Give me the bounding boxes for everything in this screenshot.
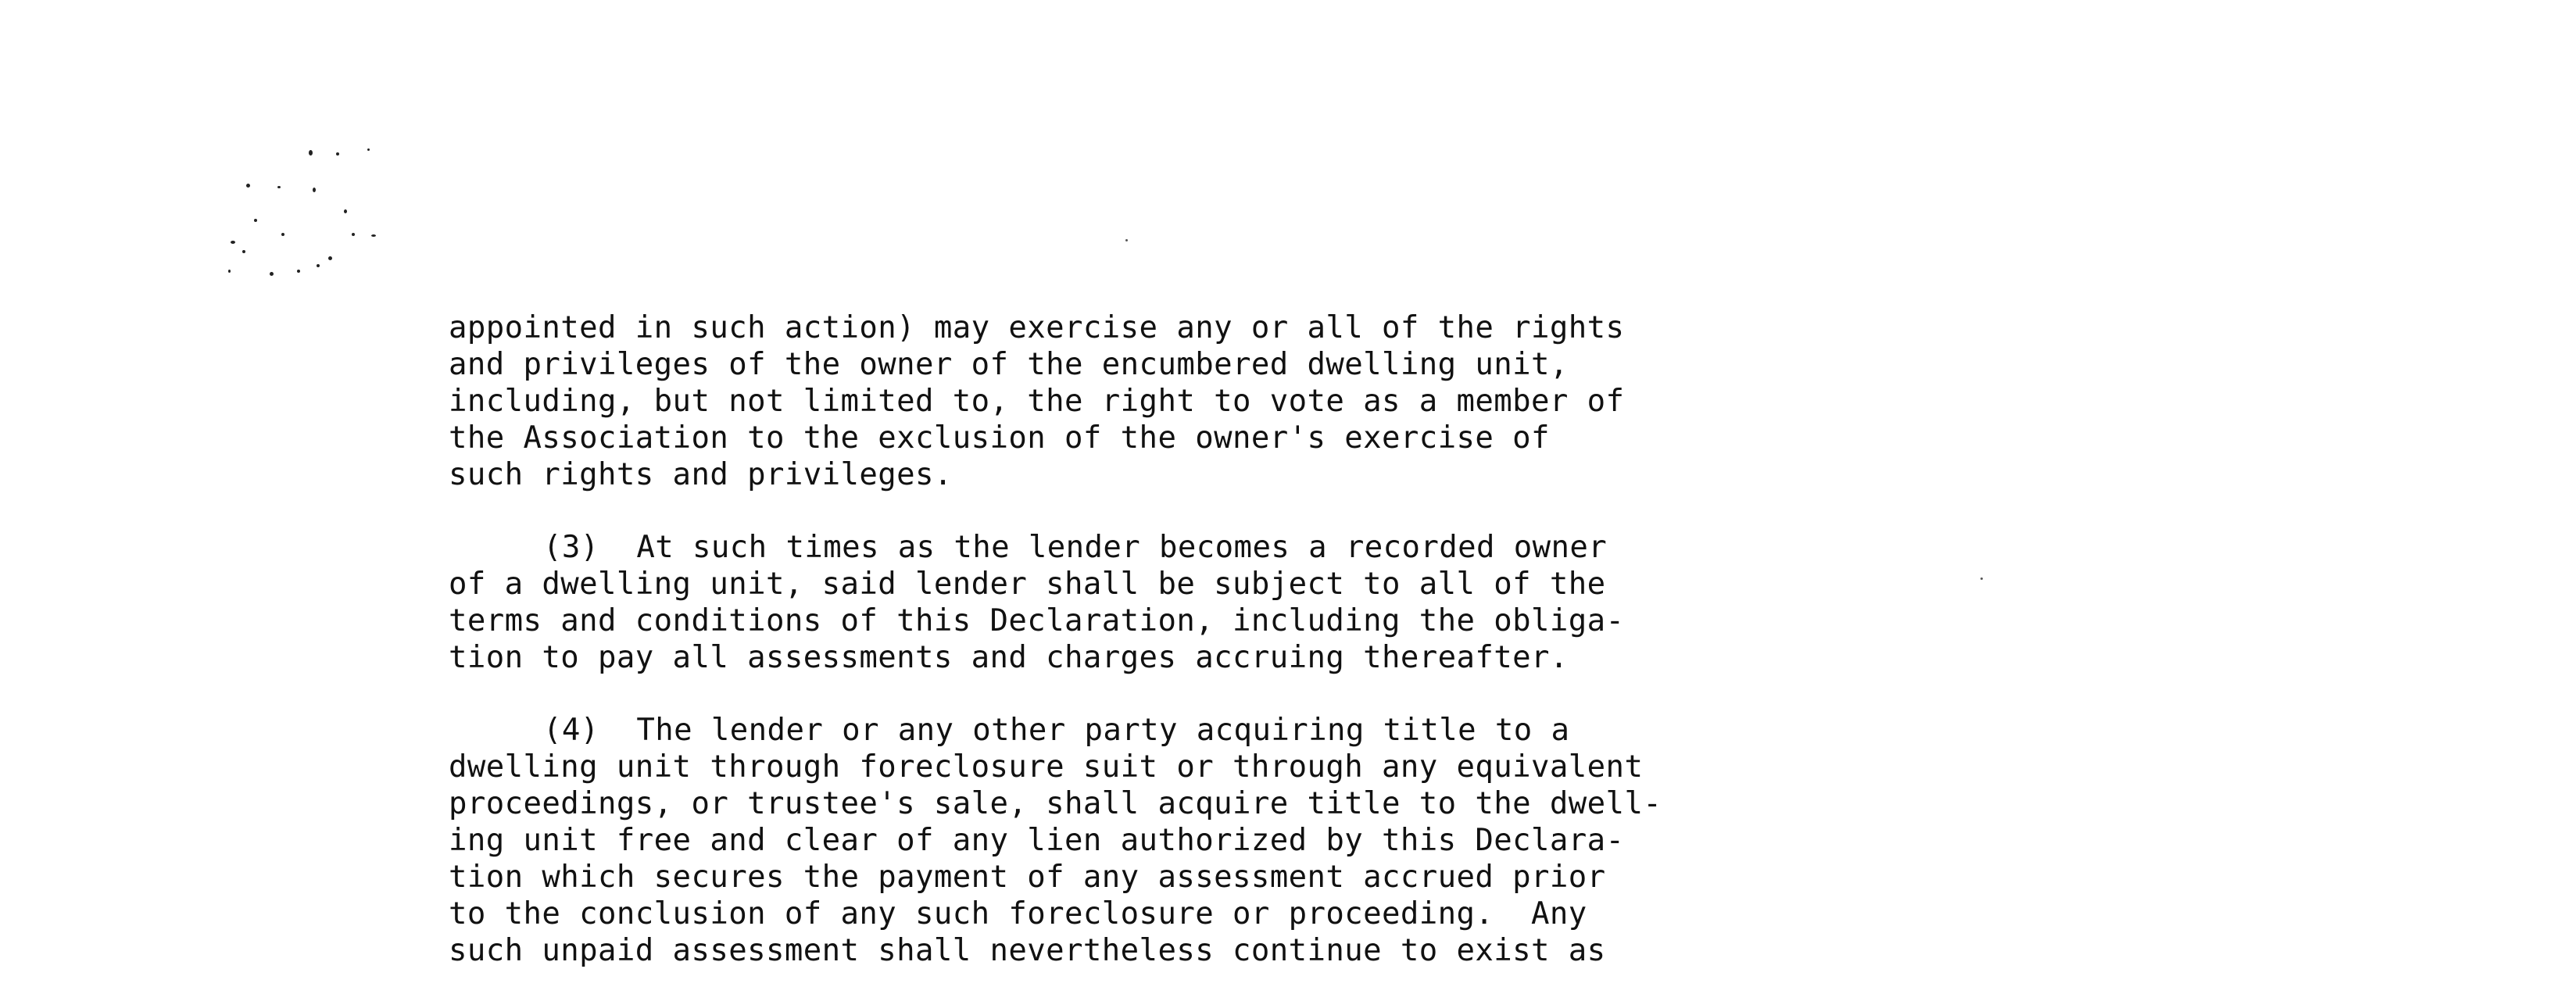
text-line: of a dwelling unit, said lender shall be subject to all of the: [449, 567, 1606, 602]
text-line: dwelling unit through foreclosure suit or through any equivalent: [449, 749, 1644, 785]
text-line: such rights and privileges.: [449, 457, 953, 492]
text-line: and privileges of the owner of the encumbered dwelling unit,: [449, 347, 1569, 382]
paragraph-4: [449, 712, 2012, 969]
document-body: [449, 309, 2012, 969]
text-line: including, but not limited to, the right to vote as a member of: [449, 384, 1625, 419]
text-line: (3) At such times as the lender becomes a recorded owner: [543, 530, 1608, 565]
paragraph-rights: [449, 309, 2012, 493]
scan-dot: [1125, 239, 1128, 241]
text-line: to the conclusion of any such foreclosure or proceeding. Any: [449, 896, 1587, 931]
text-line: tion to pay all assessments and charges accruing thereafter.: [449, 640, 1569, 675]
text-line: appointed in such action) may exercise any or all of the rights: [449, 310, 1625, 345]
text-line: terms and conditions of this Declaration, including the obliga-: [449, 603, 1625, 638]
text-line: proceedings, or trustee's sale, shall acquire title to the dwell-: [449, 786, 1662, 821]
paragraph-3: [449, 529, 2012, 676]
text-line: ing unit free and clear of any lien authorized by this Declara-: [449, 823, 1625, 858]
text-line: (4) The lender or any other party acquiring title to a: [543, 713, 1570, 748]
text-line: tion which secures the payment of any assessment accrued prior: [449, 860, 1606, 895]
scan-speckles: [219, 141, 422, 297]
text-line: such unpaid assessment shall nevertheless continue to exist as: [449, 933, 1606, 968]
text-line: the Association to the exclusion of the owner's exercise of: [449, 420, 1550, 456]
